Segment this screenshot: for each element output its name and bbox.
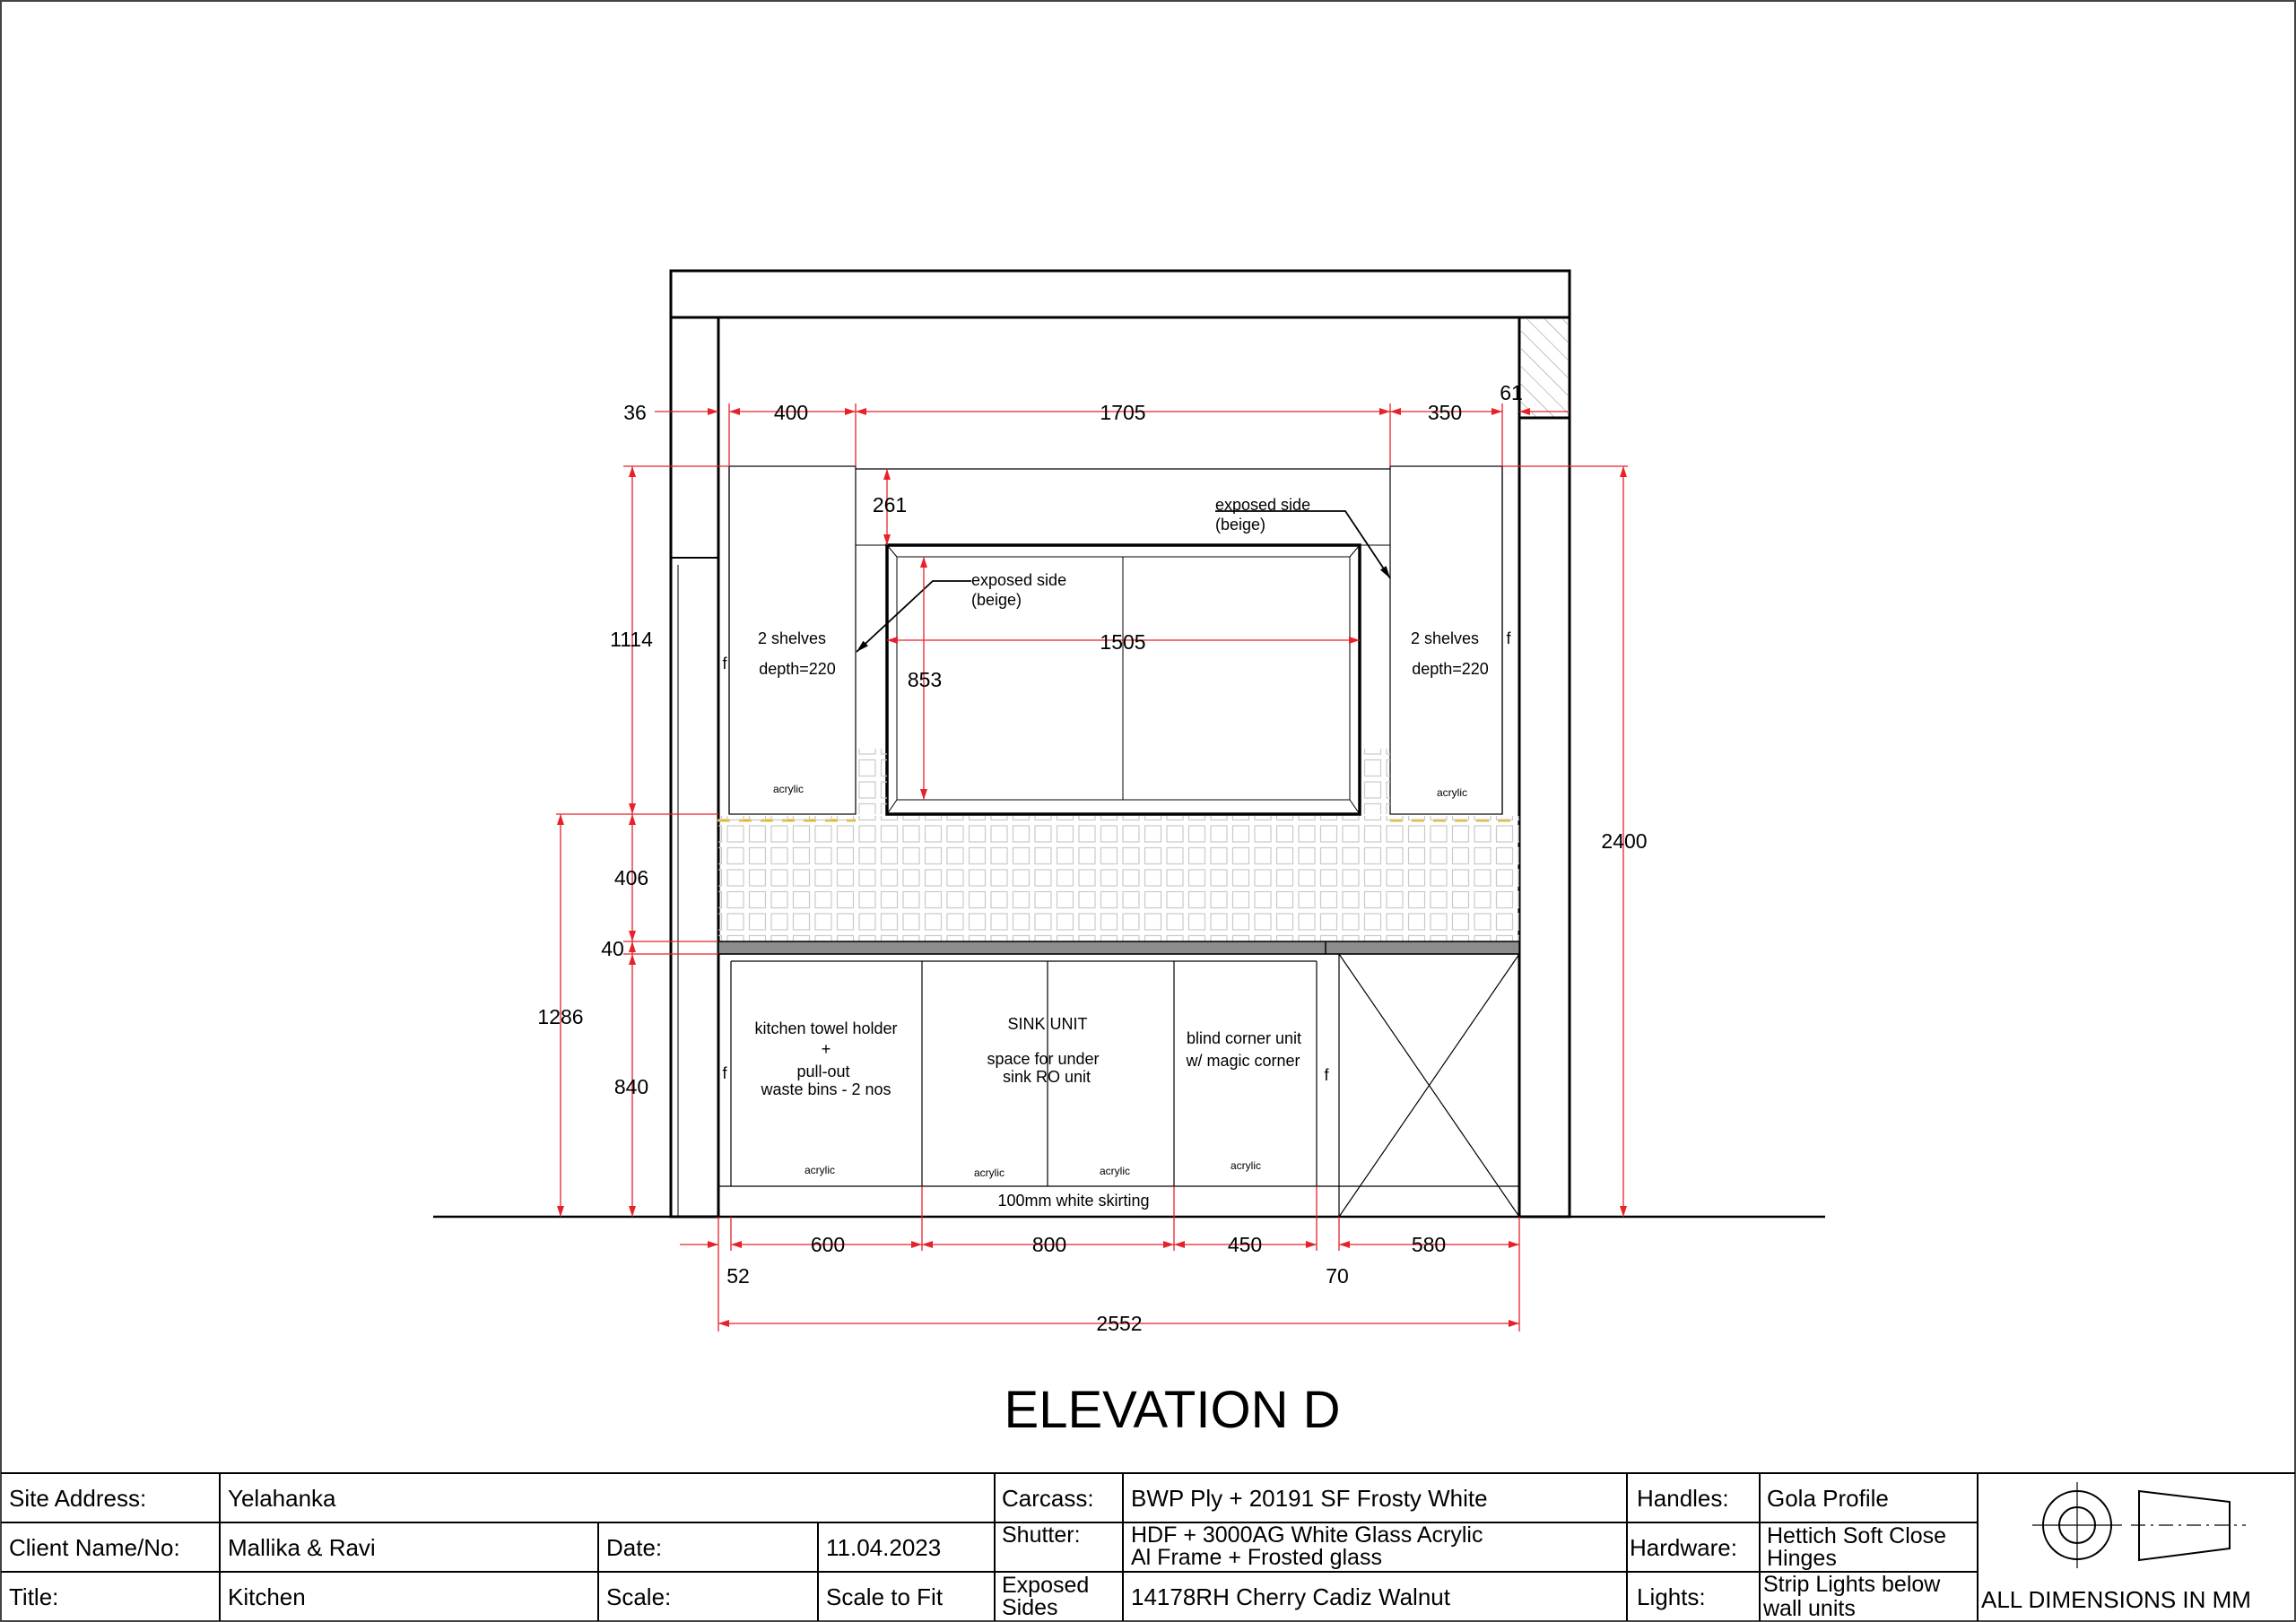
lights-value-1: Strip Lights below [1763, 1572, 1941, 1597]
dim-853: 853 [907, 668, 943, 691]
title-value: Kitchen [228, 1583, 306, 1610]
blind-label-1: blind corner unit [1186, 1029, 1302, 1047]
page-frame [1, 1, 2295, 1621]
dim-1705: 1705 [1100, 401, 1146, 424]
skirting-label: 100mm white skirting [997, 1192, 1150, 1210]
scale-value: Scale to Fit [826, 1583, 944, 1610]
exposed-side-label-right: exposed side [1215, 496, 1311, 514]
acrylic-label-sink-left: acrylic [973, 1167, 1005, 1179]
blind-label-2: w/ magic corner [1186, 1052, 1300, 1070]
acrylic-label-towel: acrylic [804, 1164, 836, 1176]
shutter-value-1: HDF + 3000AG White Glass Acrylic [1131, 1522, 1483, 1548]
dim-261: 261 [872, 493, 908, 516]
carcass-value: BWP Ply + 20191 SF Frosty White [1131, 1485, 1488, 1512]
site-address-label: Site Address: [9, 1485, 147, 1512]
shutter-label: Shutter: [1002, 1522, 1081, 1548]
backsplash-tiles [718, 816, 1519, 941]
title-block-text [9, 1485, 2251, 1621]
dim-350: 350 [1427, 401, 1463, 424]
carcass-label: Carcass: [1002, 1485, 1094, 1512]
hardware-label: Hardware: [1630, 1534, 1737, 1561]
dim-70: 70 [1326, 1264, 1349, 1288]
dim-580: 580 [1411, 1233, 1447, 1256]
left-depth-label: depth=220 [759, 660, 836, 678]
dim-1114: 1114 [610, 628, 653, 651]
client-value: Mallika & Ravi [228, 1534, 376, 1561]
sink-label-1: space for under [987, 1050, 1100, 1068]
right-shelves-label: 2 shelves [1410, 629, 1480, 647]
dim-450: 450 [1227, 1233, 1263, 1256]
hardware-value-2: Hinges [1767, 1546, 1837, 1571]
lights-value-2: wall units [1763, 1596, 1856, 1621]
title-label: Title: [9, 1583, 59, 1610]
exposed-sides-label-1: Exposed [1002, 1573, 1090, 1598]
handles-label: Handles: [1637, 1485, 1729, 1512]
filler-label-wall-left: f [722, 655, 727, 672]
towel-label-plus: + [821, 1040, 831, 1058]
ceiling-beam [671, 271, 1570, 317]
tile-patch-left [856, 749, 887, 814]
projection-symbol [2032, 1482, 2246, 1568]
towel-label-3: waste bins - 2 nos [761, 1080, 891, 1098]
countertop [718, 941, 1519, 954]
scale-label: Scale: [606, 1583, 672, 1610]
beige-label-window: (beige) [971, 591, 1022, 609]
dim-40: 40 [601, 937, 624, 960]
dim-800: 800 [1031, 1233, 1067, 1256]
dim-840: 840 [613, 1075, 649, 1098]
exposed-sides-label-2: Sides [1002, 1595, 1058, 1620]
shutter-value-2: Al Frame + Frosted glass [1131, 1545, 1382, 1570]
tile-patch-right [1360, 749, 1390, 814]
dim-2400: 2400 [1601, 829, 1648, 853]
handles-value: Gola Profile [1767, 1485, 1889, 1512]
filler-label-base-left: f [722, 1064, 727, 1082]
date-value: 11.04.2023 [826, 1534, 942, 1561]
filler-label-wall-right: f [1506, 629, 1511, 647]
left-shelves-label: 2 shelves [757, 629, 827, 647]
right-wall-hatch [1519, 317, 1570, 418]
lights-label: Lights: [1637, 1583, 1706, 1610]
exposed-side-label-window: exposed side [971, 571, 1067, 589]
acrylic-label-sink-right: acrylic [1099, 1165, 1131, 1177]
towel-label-2: pull-out [796, 1063, 850, 1080]
dim-52: 52 [726, 1264, 750, 1288]
sink-unit-label: SINK UNIT [1007, 1015, 1088, 1033]
dim-36: 36 [623, 401, 647, 424]
leader-exposed-window [857, 581, 971, 652]
hardware-value-1: Hettich Soft Close [1767, 1523, 1947, 1548]
towel-label-1: kitchen towel holder [754, 1019, 898, 1037]
dim-406: 406 [613, 866, 649, 889]
site-address-value: Yelahanka [228, 1485, 336, 1512]
dim-1505: 1505 [1100, 630, 1146, 654]
exposed-sides-value: 14178RH Cherry Cadiz Walnut [1131, 1583, 1450, 1610]
filler-label-base-right: f [1324, 1066, 1329, 1084]
client-label: Client Name/No: [9, 1534, 180, 1561]
dimensions-note: ALL DIMENSIONS IN MM [1981, 1586, 2251, 1613]
beige-label-right: (beige) [1215, 516, 1266, 533]
right-wall [1519, 317, 1570, 1217]
drawing-title: ELEVATION D [1004, 1381, 1341, 1439]
sink-label-2: sink RO unit [1002, 1068, 1091, 1086]
right-depth-label: depth=220 [1412, 660, 1489, 678]
acrylic-label-wall-left: acrylic [772, 783, 804, 795]
dim-1286: 1286 [537, 1005, 584, 1028]
acrylic-label-wall-right: acrylic [1436, 786, 1468, 799]
dim-400: 400 [773, 401, 809, 424]
dim-600: 600 [810, 1233, 846, 1256]
dim-61: 61 [1500, 381, 1523, 404]
acrylic-label-blind: acrylic [1230, 1159, 1262, 1172]
date-label: Date: [606, 1534, 663, 1561]
dim-2552: 2552 [1096, 1312, 1143, 1335]
